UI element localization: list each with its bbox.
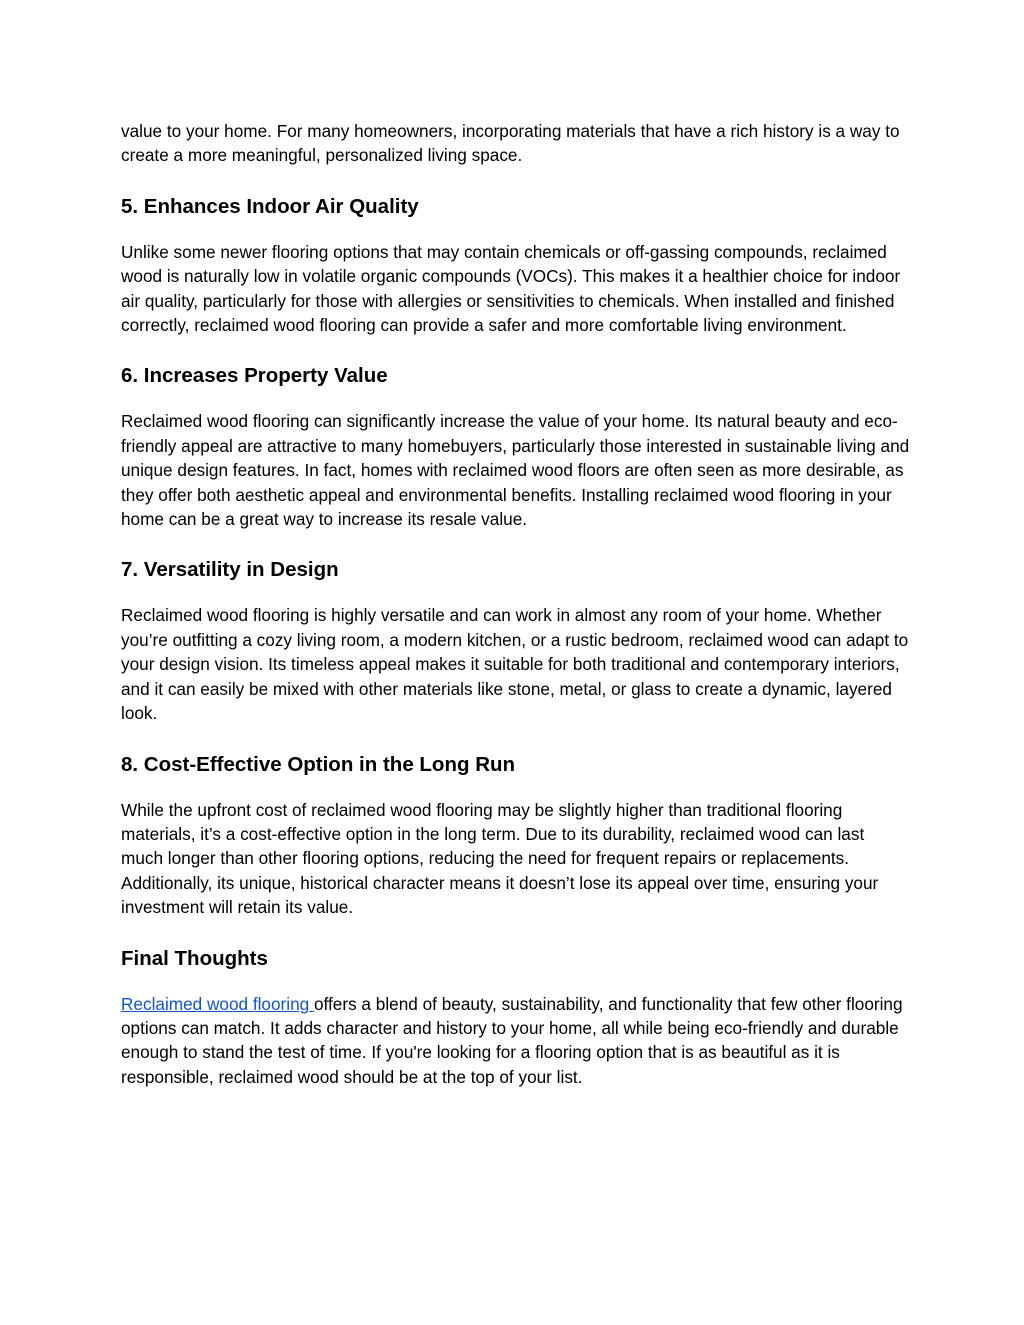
- section-versatility: [121, 557, 911, 725]
- section-paragraph: Reclaimed wood flooring is highly versatile and can work in almost any room of your home. Whether you’re outfitting a cozy living room, a modern kitchen, or a rustic bedroom, reclaimed wood can adapt to your design vision. Its timeless appeal makes it suitable for both traditional and contemporary interiors, and it can easily be mixed with other materials like stone, metal, or glass to create a dynamic, layered look.: [121, 605, 909, 724]
- section-paragraph: Unlike some newer flooring options that may contain chemicals or off-gassing compounds, reclaimed wood is naturally low in volatile organic compounds (VOCs). This makes it a healthier choice for indoor air quality, particularly for those with allergies or sensitivities to chemicals. When installed and finished correctly, reclaimed wood flooring can provide a safer and more comfortable living environment.: [121, 241, 901, 336]
- final-heading: Final Thoughts: [121, 946, 268, 970]
- section-cost-effective: [121, 752, 911, 920]
- section-indoor-air-quality: [121, 194, 911, 338]
- section-heading: 6. Increases Property Value: [121, 364, 388, 388]
- section-heading: 8. Cost-Effective Option in the Long Run: [121, 752, 516, 776]
- document-page: [121, 119, 911, 1089]
- section-heading: 5. Enhances Indoor Air Quality: [121, 194, 419, 218]
- final-paragraph-text: offers a blend of beauty, sustainability, and functionality that few other flooring options can match. It adds character and history to your home, all while being eco-friendly and durable enough to stand the test of time. If you're looking for a flooring option that is as beautiful as it is responsible, reclaimed wood should be at the top of your list.: [121, 993, 903, 1087]
- final-paragraph: [121, 992, 911, 1090]
- intro-paragraph: value to your home. For many homeowners, incorporating materials that have a rich history is a way to create a more meaningful, personalized living space.: [121, 121, 900, 166]
- reclaimed-wood-flooring-link[interactable]: Reclaimed wood flooring: [121, 993, 314, 1014]
- section-property-value: [121, 363, 911, 531]
- section-paragraph: While the upfront cost of reclaimed wood flooring may be slightly higher than traditional flooring materials, it’s a cost-effective option in the long term. Due to its durability, reclaimed wood can last much longer than other flooring options, reducing the need for frequent repairs or replacements. Additionally, its unique, historical character means it doesn’t lose its appeal over time, ensuring your investment will retain its value.: [121, 799, 879, 918]
- section-final-thoughts: [121, 946, 911, 1090]
- section-heading: 7. Versatility in Design: [121, 558, 339, 582]
- section-paragraph: Reclaimed wood flooring can significantly increase the value of your home. Its natural beauty and eco-friendly appeal are attractive to many homebuyers, particularly those interested in sustainable living and unique design features. In fact, homes with reclaimed wood floors are often seen as more desirable, as they offer both aesthetic appeal and environmental benefits. Installing reclaimed wood flooring in your home can be a great way to increase its resale value.: [121, 411, 910, 530]
